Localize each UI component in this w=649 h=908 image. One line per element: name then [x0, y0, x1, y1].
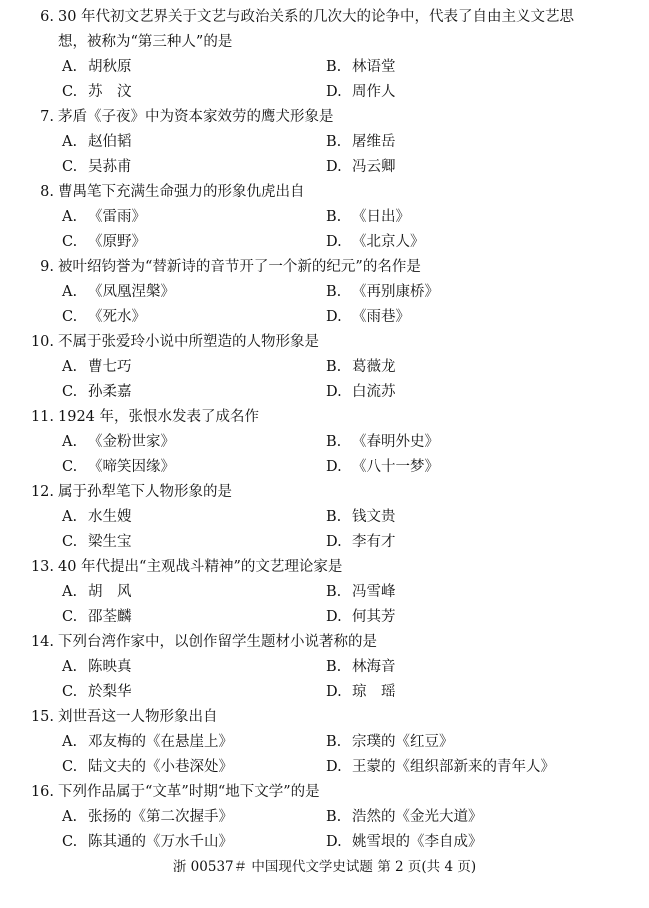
option-a[interactable]: A. 胡 风 — [62, 584, 132, 600]
option-b[interactable]: B. 《春明外史》 — [326, 434, 439, 450]
question-16 — [0, 780, 649, 804]
question-number: 7. — [40, 109, 54, 125]
question-14 — [0, 630, 649, 654]
option-b[interactable]: B. 冯雪峰 — [326, 584, 396, 600]
option-d[interactable]: D. 姚雪垠的《李自成》 — [326, 834, 483, 850]
question-text: 刘世吾这一人物形象出自 — [58, 709, 218, 725]
option-b[interactable]: B. 钱文贵 — [326, 509, 396, 525]
option-c[interactable]: C. 孙柔嘉 — [62, 384, 132, 400]
question-text-continued: 想，被称为“第三种人”的是 — [58, 34, 233, 50]
option-c[interactable]: C. 苏 汶 — [62, 84, 132, 100]
question-12 — [0, 480, 649, 504]
option-a[interactable]: A. 张扬的《第二次握手》 — [62, 809, 233, 825]
option-c[interactable]: C. 《啼笑因缘》 — [62, 459, 175, 475]
question-8 — [0, 180, 649, 204]
option-a[interactable]: A. 《雷雨》 — [62, 209, 146, 225]
option-d[interactable]: D. 《雨巷》 — [326, 309, 410, 325]
option-b[interactable]: B. 屠维岳 — [326, 134, 396, 150]
question-text: 属于孙犁笔下人物形象的是 — [58, 484, 232, 500]
question-text: 茅盾《子夜》中为资本家效劳的鹰犬形象是 — [58, 109, 334, 125]
option-b[interactable]: B. 《再别康桥》 — [326, 284, 439, 300]
option-d[interactable]: D. 冯云卿 — [326, 159, 396, 175]
option-c[interactable]: C. 梁生宝 — [62, 534, 132, 550]
question-number: 10. — [30, 334, 54, 350]
question-10 — [0, 330, 649, 354]
question-13 — [0, 555, 649, 579]
question-text: 下列作品属于“文革”时期“地下文学”的是 — [58, 784, 320, 800]
question-15 — [0, 705, 649, 729]
question-text: 40 年代提出“主观战斗精神”的文艺理论家是 — [58, 559, 343, 575]
question-text: 曹禺笔下充满生命强力的形象仇虎出自 — [58, 184, 305, 200]
option-c[interactable]: C. 吴荪甫 — [62, 159, 132, 175]
option-b[interactable]: B. 浩然的《金光大道》 — [326, 809, 483, 825]
question-text: 下列台湾作家中，以创作留学生题材小说著称的是 — [58, 634, 377, 650]
option-d[interactable]: D. 琼 瑶 — [326, 684, 396, 700]
question-number: 6. — [40, 9, 54, 25]
question-text: 不属于张爱玲小说中所塑造的人物形象是 — [58, 334, 319, 350]
option-c[interactable]: C. 《原野》 — [62, 234, 146, 250]
option-c[interactable]: C. 陈其通的《万水千山》 — [62, 834, 233, 850]
question-number: 11. — [30, 409, 54, 425]
option-c[interactable]: C. 邵荃麟 — [62, 609, 132, 625]
option-c[interactable]: C. 於梨华 — [62, 684, 132, 700]
question-7 — [0, 105, 649, 129]
option-c[interactable]: C. 陆文夫的《小巷深处》 — [62, 759, 233, 775]
option-a[interactable]: A. 水生嫂 — [62, 509, 132, 525]
option-a[interactable]: A. 赵伯韬 — [62, 134, 132, 150]
question-number: 13. — [30, 559, 54, 575]
question-number: 14. — [30, 634, 54, 650]
question-number: 8. — [40, 184, 54, 200]
option-d[interactable]: D. 《八十一梦》 — [326, 459, 439, 475]
option-c[interactable]: C. 《死水》 — [62, 309, 146, 325]
question-number: 9. — [40, 259, 54, 275]
option-a[interactable]: A. 陈映真 — [62, 659, 132, 675]
question-text: 30 年代初文艺界关于文艺与政治关系的几次大的论争中，代表了自由主义文艺思 — [58, 9, 575, 25]
question-11 — [0, 405, 649, 429]
option-b[interactable]: B. 葛薇龙 — [326, 359, 396, 375]
question-text: 被叶绍钧誉为“替新诗的音节开了一个新的纪元”的名作是 — [58, 259, 421, 275]
option-d[interactable]: D. 王蒙的《组织部新来的青年人》 — [326, 759, 555, 775]
option-d[interactable]: D. 白流苏 — [326, 384, 396, 400]
page-footer: 浙 00537＃ 中国现代文学史试题 第 2 页(共 4 页) — [172, 859, 477, 875]
option-b[interactable]: B. 宗璞的《红豆》 — [326, 734, 454, 750]
question-text: 1924 年，张恨水发表了成名作 — [58, 409, 260, 425]
option-a[interactable]: A. 胡秋原 — [62, 59, 132, 75]
option-d[interactable]: D. 周作人 — [326, 84, 396, 100]
option-d[interactable]: D. 何其芳 — [326, 609, 396, 625]
option-a[interactable]: A. 曹七巧 — [62, 359, 132, 375]
option-a[interactable]: A. 《金粉世家》 — [62, 434, 175, 450]
question-6 — [0, 5, 649, 29]
question-9 — [0, 255, 649, 279]
option-b[interactable]: B. 林语堂 — [326, 59, 396, 75]
option-a[interactable]: A. 《凤凰涅槃》 — [62, 284, 175, 300]
question-number: 15. — [30, 709, 54, 725]
option-b[interactable]: B. 林海音 — [326, 659, 396, 675]
option-a[interactable]: A. 邓友梅的《在悬崖上》 — [62, 734, 233, 750]
option-d[interactable]: D. 李有才 — [326, 534, 396, 550]
option-b[interactable]: B. 《日出》 — [326, 209, 410, 225]
option-d[interactable]: D. 《北京人》 — [326, 234, 425, 250]
question-number: 12. — [30, 484, 54, 500]
question-number: 16. — [30, 784, 54, 800]
